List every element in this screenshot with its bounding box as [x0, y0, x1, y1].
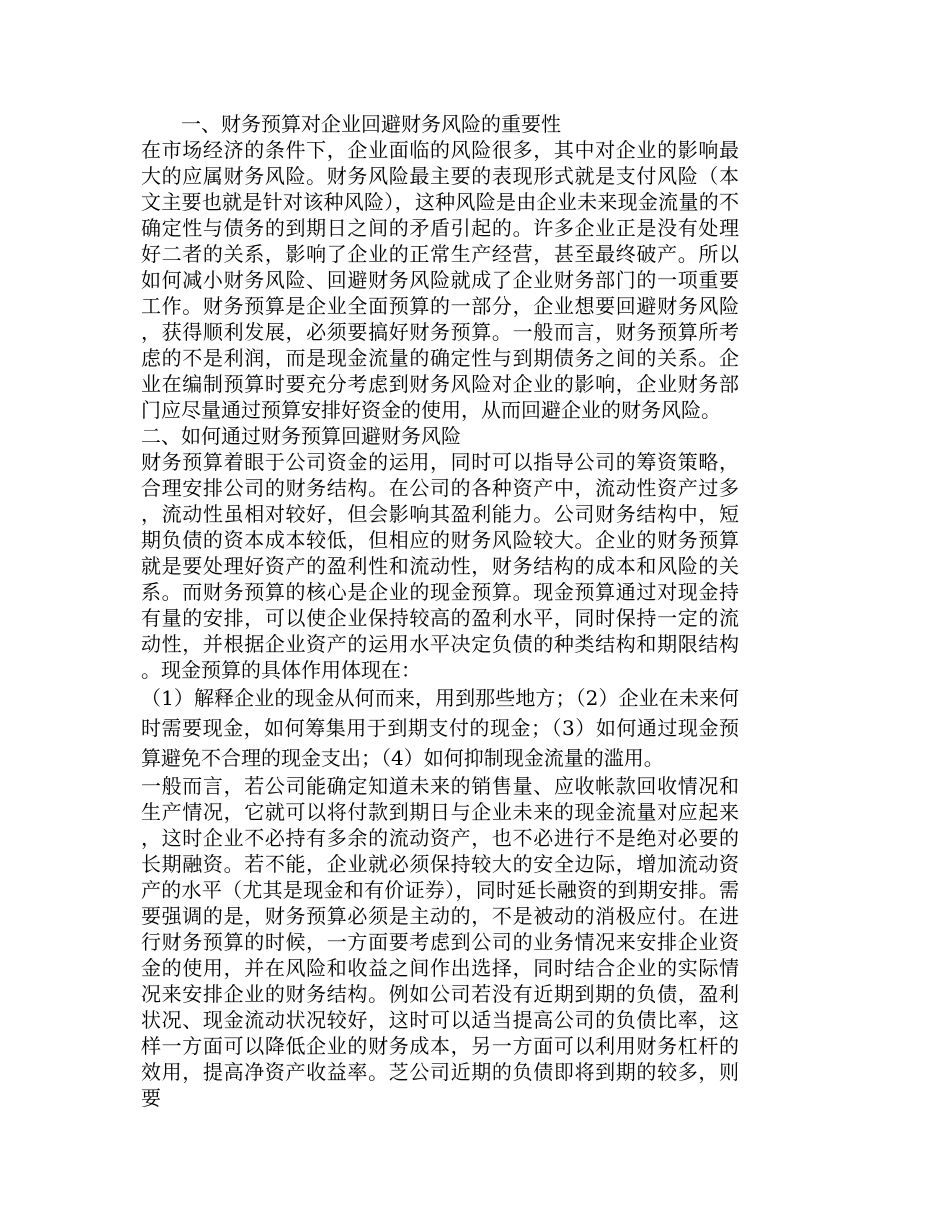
section-2-paragraph-2: 一般而言，若公司能确定知道未来的销售量、应收帐款回收情况和生产情况，它就可以将付款到期日与企业未来的现金流量对应起来，这时企业不必持有多余的流动资产，也不必进行不是绝对必要的长期融资。若不能，企业就必须保持较大的安全边际，增加流动资产的水平（尤其是现金和有价证券），同时延长融资的到期安排。需要强调的是，财务预算必须是主动的，不是被动的消极应付。在进行财务预算的时候，一方面要考虑到公司的业务情况来安排企业资金的使用，并在风险和收益之间作出选择，同时结合企业的实际情况来安排企业的财务结构。例如公司若没有近期到期的负债，盈利状况、现金流动状况较好，这时可以适当提高公司的负债比率，这样一方面可以降低企业的财务成本，另一方面可以利用财务杠杆的效用，提高净资产收益率。芝公司近期的负债即将到期的较多，则要: [141, 774, 739, 1110]
section-2-enumerated-items: （1）解释企业的现金从何而来，用到那些地方；（2）企业在未来何时需要现金，如何筹集用于到期支付的现金；（3）如何通过现金预算避免不合理的现金支出；（4）如何抑制现金流量的滥用。: [141, 686, 739, 770]
section-1-paragraph: 在市场经济的条件下，企业面临的风险很多，其中对企业的影响最大的应属财务风险。财务风险最主要的表现形式就是支付风险（本文主要也就是针对该种风险），这种风险是由企业未来现金流量的不确定性与债务的到期日之间的矛盾引起的。许多企业正是没有处理好二者的关系，影响了企业的正常生产经营，甚至最终破产。所以如何减小财务风险、回避财务风险就成了企业财务部门的一项重要工作。财务预算是企业全面预算的一部分，企业想要回避财务风险，获得顺利发展，必须要搞好财务预算。一般而言，财务预算所考虑的不是利润，而是现金流量的确定性与到期债务之间的关系。企业在编制预算时要充分考虑到财务风险对企业的影响，企业财务部门应尽量通过预算安排好资金的使用，从而回避企业的财务风险。: [141, 138, 739, 422]
section-1-heading: 一、财务预算对企业回避财务风险的重要性: [181, 112, 561, 136]
section-2-paragraph-1: 财务预算着眼于公司资金的运用，同时可以指导公司的筹资策略，合理安排公司的财务结构。在公司的各种资产中，流动性资产过多，流动性虽相对较好，但会影响其盈利能力。公司财务结构中，短期负债的资本成本较低，但相应的财务风险较大。企业的财务预算就是要处理好资产的盈利性和流动性，财务结构的成本和风险的关系。而财务预算的核心是企业的现金预算。现金预算通过对现金持有量的安排，可以使企业保持较高的盈利水平，同时保持一定的流动性，并根据企业资产的运用水平决定负债的种类结构和期限结构。现金预算的具体作用体现在：: [141, 450, 739, 682]
section-2-heading: 二、如何通过财务预算回避财务风险: [141, 424, 461, 448]
document-page: [141, 111, 739, 1111]
